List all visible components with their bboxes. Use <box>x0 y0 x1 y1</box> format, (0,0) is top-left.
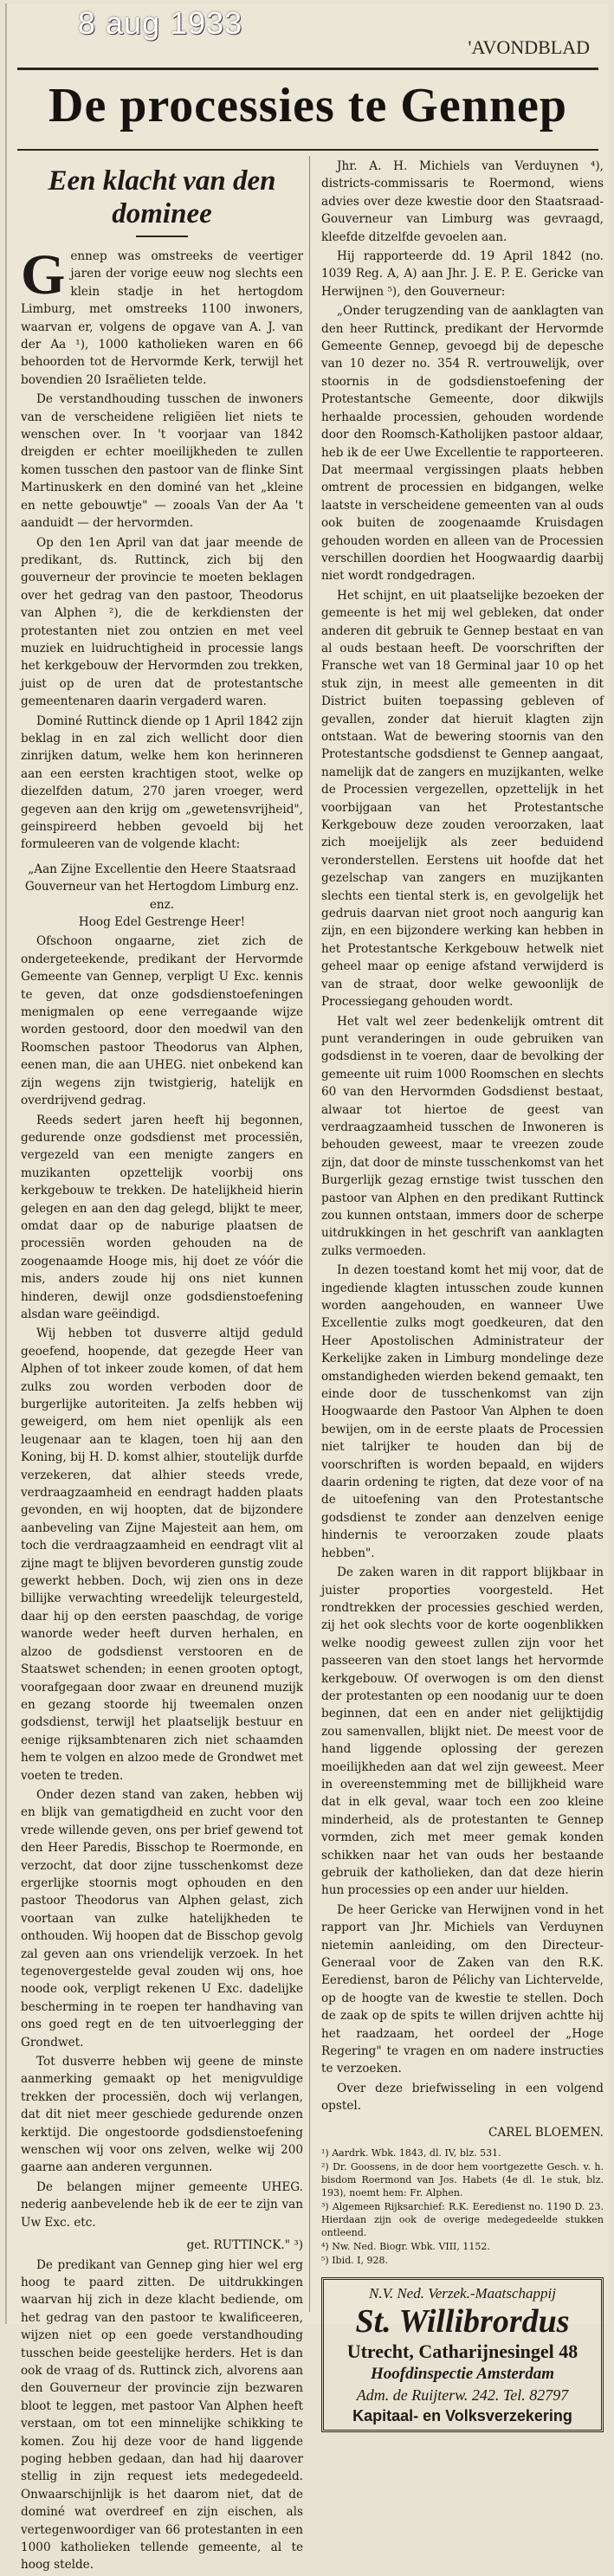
intro-text: ennep was omstreeks de veertiger jaren der vorige eeuw nog slechts een klein stadje in het hertogdom Limburg, met omstreeks 1100 inwoners, waarvan er, volgens de opgave van A. J. van der Aa ¹), 1000 katholieken waren en 66 behoorden tot de Hervormde Kerk, terwijl het bovendien 20 Israëlieten telde. <box>21 249 303 387</box>
paragraph: In dezen toestand komt het mij voor, dat de ingediende klagten intusschen zoude kunnen worden aangehouden, en wanneer Uwe Excellentie zulks mogt goedkeuren, dat den Heer Apostolischen Administrateur der Kerkelijke zaken in Limburg mondelinge deze omstandigheden wierden bekend gemaakt, ten einde door de tusschenkomst van zijn Hoogwaarde den Pastoor Van Alphen te doen bewijen, om in de eerste plaats de Processien niet talrijker te houden dan bij de voorschriften is worden bepaald, en wijders daarin ordening te rigten, dat deze voor of na de uitoefening van den Protestantsche godsdienst te zonder aan denzelven eenige hindernis te veroorzaken zoude plaats hebben". <box>321 1263 604 1560</box>
footnote: ²) Dr. Goossens, in de door hem voortgezette Gesch. v. h. bisdom Roermond van Jos. Habets (4e dl. 1e stuk, blz. 193), noemt hem: Fr. Alphen. <box>321 2161 604 2199</box>
footnote: ⁴) Nw. Ned. Biogr. Wbk. VIII, 1152. <box>321 2241 490 2253</box>
paragraph: Over deze briefwisseling in een volgend opstel. <box>321 2081 604 2114</box>
drop-cap: G <box>21 243 66 307</box>
footnote: ⁵) Ibid. I, 928. <box>321 2255 388 2267</box>
intro-paragraph <box>21 243 303 389</box>
ad-insurance-type: Kapitaal- en Volksverzekering <box>352 2406 572 2424</box>
ad-office: Hoofdinspectie Amsterdam <box>371 2364 554 2383</box>
paragraph: De heer Gericke van Herwijnen vond in het rapport van Jhr. Michiels van Verduynen nietemin aanleiding, om den Directeur-Generaal voor de Zaken van den R.K. Eeredienst, baron de Pélichy van Lichtervelde, op de hoogte van de kwestie te stellen. Doch de zaak op de spits te willen drijven achtte hij het raadzaam, het oordeel der „Hoge Regering" te vragen en om nadere instructies te verzoeken. <box>321 1902 604 2076</box>
paragraph: Jhr. A. H. Michiels van Verduynen ⁴), districts-commissaris te Roermond, wiens advies over deze kwestie door den Staatsraad-Gouverneur van Limburg was gevraagd, kleefde ditzelfde gevoelen aan. <box>321 159 604 244</box>
ad-address: Utrecht, Catharijnesingel 48 <box>346 2340 578 2362</box>
paragraph: De zaken waren in dit rapport blijkbaar in juister proporties voorgesteld. Het rondtrekken der processies geschied werden, zij het ook slechts voor de korte oogenblikken welke noodig geweest zullen zijn voor het passeeren van den stoet langs het hervormde kerkgebouw. Of overwogen is om den dienst der protestanten op een noodanig uur te doen beginnen, dat een en ander niet gelijktijdig zou samenvallen, blijkt niet. De meest voor de hand liggende oplossing der gerezen moeilijkheden aan dat wel zijn geweest. Meer in overeenstemming met de billijkheid ware dat in elk geval, waar toch een zoo kleine minderheid, als de protestanten te Gennep vormden, zich met meer gemak konden schikken naar het van ouds her bestaande gebruik der katholieken, dan dat deze hierin hun processies op een ander uur hielden. <box>321 1566 604 1898</box>
article-author: CAREL BLOEMEN. <box>488 2125 604 2140</box>
letter-paragraph: Ofschoon ongaarne, ziet zich de ondergeteekende, predikant der Hervormde Gemeente van Gennep, verpligt U Exc. kennis te geven, dat onze godsdienstoefeningen menigmalen op eene verregaande wijze worden gestoord, door den moedwil van den Roomschen pastoor Theodorus van Alphen, eenen man, die aan UHEG. niet onbekend kan zijn wegens zijn twistgierig, hatelijk en overdrijvend gedrag. <box>21 934 303 1108</box>
ad-admin: Adm. de Ruijterw. 242. Tel. 82797 <box>356 2386 569 2404</box>
letter-paragraph: Wij hebben tot dusverre altijd geduld geoefend, hoopende, dat gezegde Heer van Alphen of tot inkeer zoude komen, of dat hem zulks zou worden verboden door de burgerlijke autoriteiten. Ja zelfs hebben wij geweigerd, om hem niet openlijk als een leugenaar aan te klagen, toen hij aan den Koning, bij H. D. komst alhier, stoutelijk durfde verzekeren, dat alhier steeds vrede, verdraagzaamheid en eendragt hadden plaats gevonden, en wij hoopten, dat de bijzondere aanbeveling van Zijne Majesteit aan hem, om toch die verdraagzaamheid en eendragt vlit al zijne magt te blijven bevorderen gunstig zoude gewerkt hebben. Doch, wij zien ons in deze billijke verwachting wreedelijk teleurgesteld, daar hij op den eersten paaschdag, de vorige wanorde weder heeft durven herhalen, en alzoo de godsdienst verstooren en de Staatswet schenden; in eenen grooten optogt, voorafgegaan door zwaar en dreunend muzijk en gezang stoorde hij tweemalen onzen godsdienst, terwijl het plaatselijk bestuur en eenige rijksambtenaren zich niet schaamden hem te volgen en alzoo mede de Grondwet met voeten te treden. <box>21 1327 303 1783</box>
paragraph: Op den 1en April van dat jaar meende de predikant, ds. Ruttinck, zich bij den gouverneur der provincie te moeten beklagen over het gedrag van den pastoor, Theodorus van Alphen ²), die de kerkdiensten der protestanten niet zou ontzien en met veel muziek en luidruchtigheid in processie langs het kerkgebouw der Hervormden zou trekken, juist op de uren dat de protestantsche gemeentenaren daarin vergaderd waren. <box>21 535 303 709</box>
ad-company: N.V. Ned. Verzek.-Maatschappij <box>369 2285 556 2302</box>
subtitle-rule <box>136 236 188 237</box>
left-column <box>21 158 303 2576</box>
letter-line: Hoog Edel Gestrenge Heer! <box>78 915 246 930</box>
article-subtitle: Een klacht van den dominee <box>48 165 276 229</box>
insurance-advertisement <box>321 2277 604 2431</box>
letter-paragraph: De belangen mijner gemeente UHEG. nederig aanbevelende heb ik de eer te zijn van Uw Exc. etc. <box>21 2179 303 2230</box>
ad-brand: St. Willibrordus <box>355 2302 570 2340</box>
paragraph: „Onder terugzending van de aanklagten van den heer Ruttinck, predikant der Hervormde Gemeente Gennep, gevoegd bij de depesche van 10 dezer no. 354 R. vertrouwelijk, over stoornis in de godsdienstoefening der Protestantsche Gemeente, door dikwijls herhaalde processien, gehouden wordende door den Roomsch-Katholijken pastoor aldaar, heb ik de eer Uwe Excellentie te rapporteeren. Dat meermaal vergissingen plaats hebben omtrent de processien en bidgangen, welke laatste in verscheidene gemeenten van al ouds ook buiten de zoogenaamde Kruisdagen gehouden worden en alleen van de Processien verschillen doordien het Hoogwaardig daarbij niet wordt rondgedragen. <box>321 304 604 584</box>
paragraph: Het valt wel zeer bedenkelijk omtrent dit punt veranderingen in oude gebruiken van godsdienst in te voeren, daar de bevolking der gemeente uit ruim 1000 Roomschen en slechts 60 van den Hervormden Godsdienst bestaat, alwaar tot hiertoe de geest van verdraagzaamheid tusschen de Inwoneren is behouden geweest, maar te vreezen zoude zijn, dat door de minste tusschenkomst van het Burgerlijk gezag ernstige twist tusschen den pastoor van Alphen en den predikant Ruttinck zou kunnen ontstaan, immers door de scherpe uitdrukkingen in het geschrift van aanklagten zulks vermoeden. <box>321 1014 604 1258</box>
letter-paragraph: Tot dusverre hebben wij geene de minste aanmerking gemaakt op het menigvuldige trekken der processiën, doch wij verlangen, dat dit niet meer geschiede gedurende onzen kerktijd. Die ongestoorde godsdienstoefening wenschen wij voor ons zelven, welke wij 200 gaarne aan anderen vergunnen. <box>21 2055 303 2175</box>
letter-signoff: get. RUTTINCK." ³) <box>186 2238 303 2253</box>
paragraph: De verstandhouding tusschen de inwoners van de verscheidene religiëen liet niets te wenschen over. In 't voorjaar van 1842 dreigden er echter moeilijkheden te zullen komen tusschen den pastoor van de flinke Sint Martinuskerk en den dominé van het „kleine en nette gebouwtje" — zooals Van der Aa 't aanduidt — der hervormden. <box>21 392 303 531</box>
headline-rule <box>17 149 598 151</box>
letter-paragraph: Onder dezen stand van zaken, hebben wij en blijk van gematigdheid en zucht voor den vrede willende geven, ons per brief gewend tot den Heer Paredis, Bisschop te Roermonde, en verzocht, dat door zijne tusschenkomst deze ergerlijke stoornis mogt ophouden en den pastoor Theodorus van Alphen gelast, zich voortaan van zulke hatelijkheden te onthouden. Wij hoopen dat de Bisschop gevolg zal geven aan ons vriendelijk verzoek. In het tegenovergestelde geval zouden wij ons, hoe noode ook, verpligt rekenen U Exc. dadelijke bescherming in te roepen ter handhaving van ons goed regt en de ten uitvoerlegging der Grondwet. <box>21 1787 303 2050</box>
footnote: ¹) Aardrk. Wbk. 1843, dl. IV, blz. 531. <box>321 2147 501 2160</box>
top-rule <box>17 68 598 70</box>
newspaper-name: 'AVONDBLAD <box>468 36 590 58</box>
letter-line: „Aan Zijne Excellentie den Heere Staatsraad Gouverneur van het Hertogdom Limburg enz. enz. <box>24 862 300 912</box>
footnotes <box>321 2147 604 2267</box>
right-column <box>321 158 604 2432</box>
paragraph: De predikant van Gennep ging hier wel erg hoog te paard zitten. De uitdrukkingen waarvan hij zich in deze klacht bediende, om het gedrag van den pastoor te kwalificeeren, wijzen niet op een goede verstandhouding tusschen beide geestelijke herders. Het is dan ook de vraag of ds. Ruttinck zich, alvorens aan den Gouverneur der provincie zijn bezwaren bloot te leggen, met pastoor Van Alphen heeft verstaan, om tot een minnelijke schikking te komen. Zou hij deze voor de hand liggende poging hebben gedaan, dan had hij daarover stellig in zijn request iets medegedeeld. Onwaarschijnlijk is het daarom niet, dat de dominé wat overdreef en zijn eischen, als vertegenwoordiger van 66 protestanten in een 1000 katholieken tellende gemeente, al te hoog stelde. <box>21 2257 303 2573</box>
date-label: 8 aug 1933 <box>78 5 243 41</box>
letter-paragraph: Reeds sedert jaren heeft hij begonnen, gedurende onze godsdienst met processiën, vergezeld van een menigte zangers en muzikanten opzettelijk voorbij ons kerkgebouw te trekken. De hatelijkheid hierin gelegen en aan den dag gelegd, blijkt te meer, omdat daar op de naburige plaatsen de processiën worden gehouden na de zoogenaamde Hooge mis, hij doet ze vóór die mis, anders zoude hij ons niet kunnen hinderen, dewijl onze godsdienstoefening alsdan ware geëindigd. <box>21 1113 303 1321</box>
paragraph: Het schijnt, en uit plaatselijke bezoeken der gemeente is het mij wel gebleken, dat onder anderen dit gebruik te Gennep bestaat en van al ouds bestaan heeft. De voorschriften der Fransche wet van 18 Germinal jaar 10 op het stuk zijn, in meest alle gemeenten in dit District buiten toepassing gebleven of gevallen, zonder dat hieruit klagten zijn ontstaan. Wat de bewering stoornis van den Protestantsche godsdienst te Gennep aangaat, namelijk dat de zangers en muzijkanten, welke de Processien vergezellen, opzettelijk in het voorbijgaan van het Protestantsche Kerkgebouw deze zouden veroorzaken, laat zich moeijelijk als zeer beduidend veronderstellen. Eerstens uit hoofde dat het gezelschap van zangers en muzijkanten slechts een tiental sterk is, en gevolgelijk het gedruis daarvan niet groot noch aangurig kan zijn, en een bijzondere werking kan hebben in het Protestantsche Kerkgebouw hetwelk niet geheel maar op eenige afstand verwijderd is van de straat, door welke gewoonlijk de Processiegang gehouden wordt. <box>321 588 604 1010</box>
letter-address <box>21 861 303 932</box>
paragraph: Hij rapporteerde dd. 19 April 1842 (no. 1039 Reg. A, A) aan Jhr. J. E. P. E. Gericke van Herwijnen ⁵), den Gouverneur: <box>321 249 604 299</box>
article-headline: De processies te Gennep <box>48 79 567 132</box>
newspaper-page <box>5 3 609 2573</box>
column-divider <box>309 156 310 2312</box>
paragraph: Dominé Ruttinck diende op 1 April 1842 zijn beklag in en zal zich wellicht door dien zinrijken datum, welke hem kon herinneren aan een eersten krachtigen stoot, welke op diezelfden datum, 270 jaren vroeger, werd gegeven aan den krijg om „gewetensvrijheid", geinspireerd hebben gevoeld bij het formuleeren van de volgende klacht: <box>21 713 303 852</box>
footnote: ³) Algemeen Rijksarchief: R.K. Eeredienst no. 1190 D. 23. Hierdaan zijn ook de overige medegedeelde stukken ontleend. <box>321 2201 604 2239</box>
